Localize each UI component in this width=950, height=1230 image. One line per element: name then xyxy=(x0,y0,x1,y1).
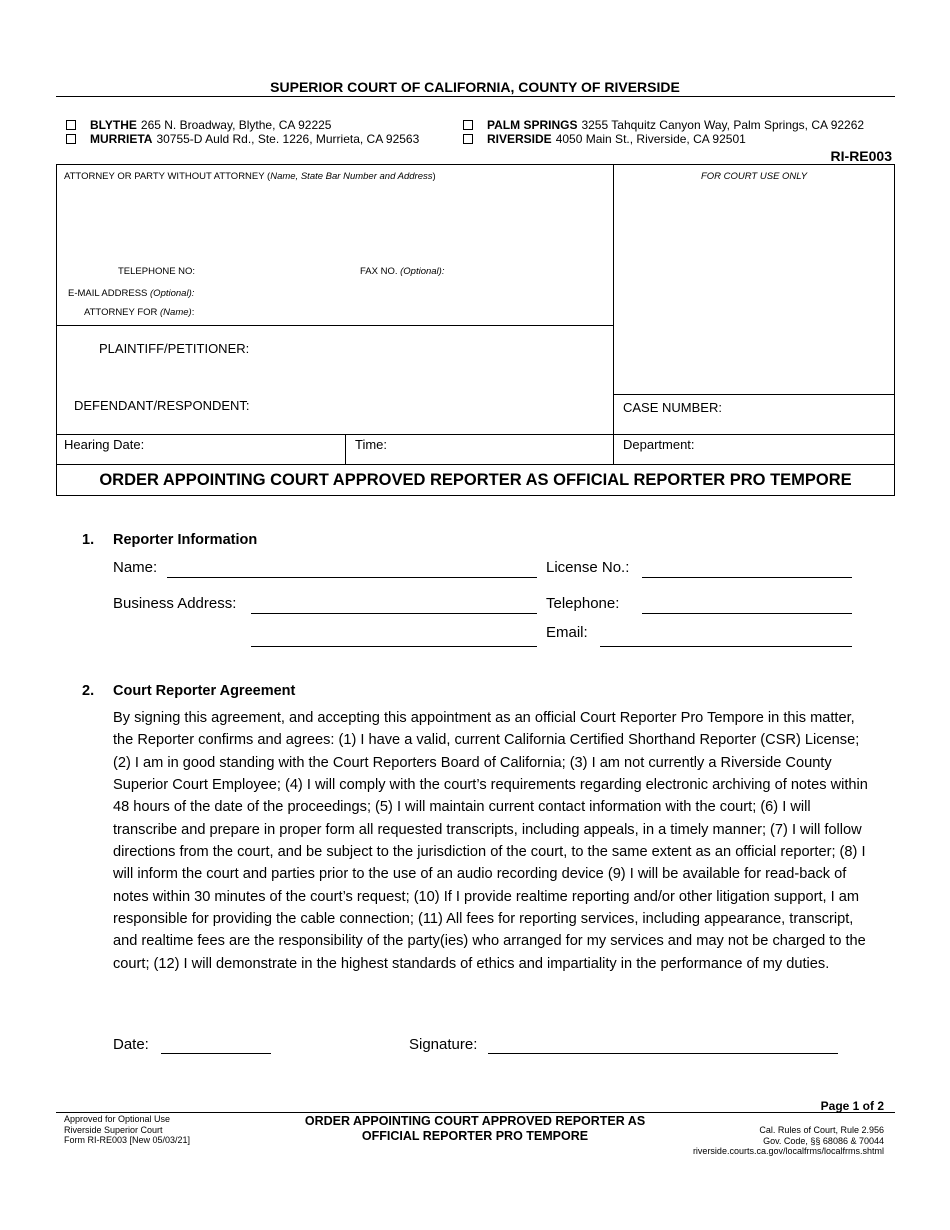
business-address-field[interactable] xyxy=(251,613,537,614)
footer-left-line: Riverside Superior Court xyxy=(64,1124,163,1135)
reporter-name-label: Name: xyxy=(113,559,158,576)
footer-left-line: Form RI-RE003 [New 05/03/21] xyxy=(64,1135,191,1145)
signature-field[interactable] xyxy=(488,1053,838,1054)
attorney-divider xyxy=(56,325,614,326)
footer-right xyxy=(693,1125,884,1157)
section-2-title: Court Reporter Agreement xyxy=(113,683,296,699)
footer-right-line: Cal. Rules of Court, Rule 2.956 xyxy=(759,1125,884,1135)
location-address: 30755-D Auld Rd., Ste. 1226, Murrieta, CA 92563 xyxy=(156,132,420,146)
business-address-label: Business Address: xyxy=(113,595,237,612)
court-use-label: FOR COURT USE ONLY xyxy=(700,171,808,182)
palm-springs-checkbox[interactable] xyxy=(463,120,473,130)
plaintiff-label[interactable]: PLAINTIFF/PETITIONER: xyxy=(99,341,250,356)
footer-left xyxy=(64,1114,190,1146)
fax-label-text: FAX NO. xyxy=(360,266,398,277)
fax-optional: (Optional): xyxy=(400,266,445,277)
attorney-for-name: (Name) xyxy=(160,307,192,318)
location-address: 265 N. Broadway, Blythe, CA 92225 xyxy=(140,118,332,132)
hearing-time-divider xyxy=(345,434,346,464)
reporter-name-field[interactable] xyxy=(167,577,537,578)
riverside-checkbox[interactable] xyxy=(463,134,473,144)
defendant-label[interactable]: DEFENDANT/RESPONDENT: xyxy=(74,398,250,413)
blythe-checkbox[interactable] xyxy=(66,120,76,130)
footer-right-line: Gov. Code, §§ 68086 & 70044 xyxy=(763,1135,884,1146)
hearing-date-label[interactable]: Hearing Date: xyxy=(64,437,145,452)
location-name: PALM SPRINGS xyxy=(487,118,578,132)
footer-rule xyxy=(56,1112,895,1113)
attorney-label-italic: Name, State Bar Number and Address xyxy=(270,171,433,182)
order-title: ORDER APPOINTING COURT APPROVED REPORTER AS OFFICIAL REPORTER PRO TEMPORE xyxy=(99,471,852,489)
footer-title-line: OFFICIAL REPORTER PRO TEMPORE xyxy=(361,1129,589,1143)
location-murrieta[interactable] xyxy=(66,132,419,146)
location-name: RIVERSIDE xyxy=(487,132,552,146)
murrieta-checkbox[interactable] xyxy=(66,134,76,144)
telephone-label[interactable]: TELEPHONE NO: xyxy=(118,266,196,277)
email-field[interactable] xyxy=(600,646,852,647)
court-use-bottom-rule xyxy=(613,394,895,395)
section-1-number: 1. xyxy=(82,532,95,548)
email-label: Email: xyxy=(546,624,588,641)
attorney-label-text: ATTORNEY OR PARTY WITHOUT ATTORNEY ( xyxy=(64,171,271,182)
court-use-divider xyxy=(613,164,614,465)
attorney-for-label[interactable] xyxy=(84,307,194,318)
footer-title-line: ORDER APPOINTING COURT APPROVED REPORTER AS xyxy=(304,1114,646,1128)
email-label[interactable] xyxy=(68,288,194,299)
hearing-bottom-rule xyxy=(56,464,895,465)
attorney-label[interactable] xyxy=(64,171,436,182)
location-riverside[interactable] xyxy=(463,132,746,146)
date-label: Date: xyxy=(113,1036,149,1053)
date-field[interactable] xyxy=(161,1053,271,1054)
page-number: Page 1 of 2 xyxy=(820,1099,884,1113)
email-optional: (Optional): xyxy=(150,288,195,299)
attorney-for-colon: : xyxy=(191,307,195,318)
header-rule xyxy=(56,96,895,97)
footer-title xyxy=(270,1114,680,1144)
location-blythe[interactable] xyxy=(66,118,331,132)
location-address: 4050 Main St., Riverside, CA 92501 xyxy=(555,132,746,146)
business-address-line-2[interactable] xyxy=(251,646,537,647)
caption-box xyxy=(56,164,895,496)
telephone-label: Telephone: xyxy=(546,595,620,612)
court-title: SUPERIOR COURT OF CALIFORNIA, COUNTY OF RIVERSIDE xyxy=(270,79,680,95)
attorney-label-end: ) xyxy=(432,171,436,182)
footer-right-line: riverside.courts.ca.gov/localfrms/localfrms.shtml xyxy=(692,1146,884,1156)
license-label: License No.: xyxy=(546,559,630,576)
agreement-text: By signing this agreement, and accepting this appointment as an official Court Reporter Pro Tempore in this matter, the Reporter confirms and agrees: (1) I have a valid, current California Certified Shorthand Reporter (CSR) License; (2) I am in good standing with the Court Reporters Board of California; (3) I am not currently a Riverside County Superior Court Employee; (4) I will comply with the court’s requirements regarding electronic archiving of notes within 48 hours of the date of the proceedings; (5) I will maintain current contact information with the court; (6) I will transcribe and prepare in proper form all requested transcripts, including appeals, in a timely manner; (7) I will follow directions from the court, and be subject to the jurisdiction of the court, to the same extent as an official reporter; (8) I will inform the court and parties prior to the use of an audio recording device (9) I will be available for read-back of notes within 30 minutes of the court’s request; (10) If I provide realtime reporting and/or other litigation support, I am responsible for providing the cable connection; (11) All fees for reporting services, including appearance, transcript, and realtime fees are the responsibility of the party(ies) who arranged for my services and may not be charged to the court; (12) I will demonstrate in the highest standards of ethics and impartiality in the performance of my duties. xyxy=(113,710,868,972)
telephone-field[interactable] xyxy=(642,613,852,614)
signature-label: Signature: xyxy=(409,1036,478,1053)
department-label[interactable]: Department: xyxy=(623,437,695,452)
footer-left-line: Approved for Optional Use xyxy=(64,1114,171,1124)
case-number-label[interactable]: CASE NUMBER: xyxy=(623,400,722,415)
location-name: MURRIETA xyxy=(90,132,153,146)
attorney-for-text: ATTORNEY FOR xyxy=(84,307,158,318)
location-palm-springs[interactable] xyxy=(463,118,864,132)
section-1-title: Reporter Information xyxy=(113,532,258,548)
section-2-number: 2. xyxy=(82,683,95,699)
fax-label[interactable] xyxy=(360,266,444,277)
license-field[interactable] xyxy=(642,577,852,578)
location-address: 3255 Tahquitz Canyon Way, Palm Springs, CA 92262 xyxy=(581,118,865,132)
email-label-text: E-MAIL ADDRESS xyxy=(68,288,148,299)
form-id: RI-RE003 xyxy=(830,148,892,164)
location-name: BLYTHE xyxy=(90,118,137,132)
time-label[interactable]: Time: xyxy=(355,437,388,452)
parties-bottom-rule xyxy=(56,434,895,435)
